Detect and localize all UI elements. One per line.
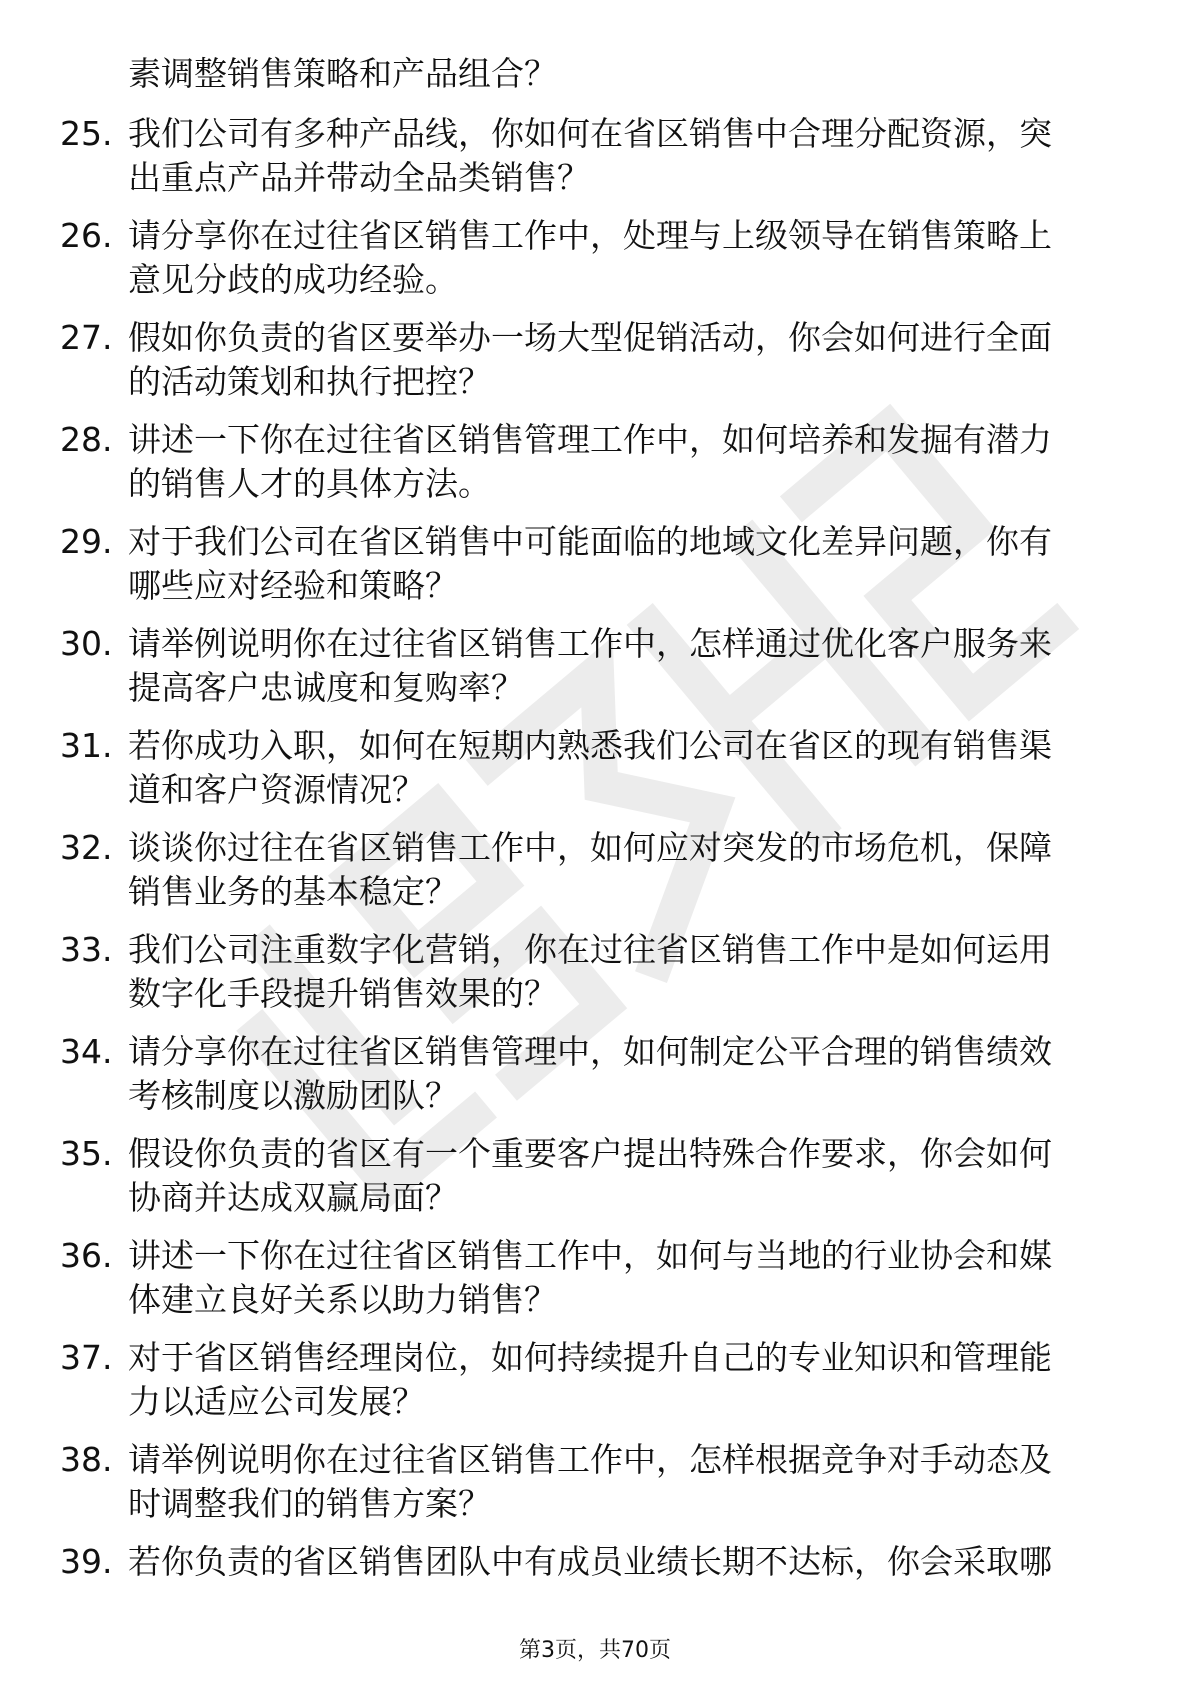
- question-line: 我们公司有多种产品线，你如何在省区销售中合理分配资源，突: [128, 114, 1052, 153]
- question-text: [128, 520, 1108, 608]
- question-text: [128, 1132, 1108, 1220]
- question-number: 35.: [60, 1134, 113, 1173]
- continued-question-text: 素调整销售策略和产品组合？: [128, 54, 557, 93]
- question-line: 讲述一下你在过往省区销售管理工作中，如何培养和发掘有潜力: [128, 420, 1052, 459]
- question-line: 提高客户忠诚度和复购率？: [128, 668, 524, 707]
- question-item: [0, 928, 1190, 1030]
- question-line: 销售业务的基本稳定？: [128, 872, 458, 911]
- question-item: [0, 622, 1190, 724]
- question-item: [0, 1030, 1190, 1132]
- question-line: 哪些应对经验和策略？: [128, 566, 458, 605]
- question-number: 34.: [60, 1032, 113, 1071]
- question-number: 39.: [60, 1542, 113, 1581]
- question-line: 请分享你在过往省区销售工作中，处理与上级领导在销售策略上: [128, 216, 1052, 255]
- question-text: [128, 1234, 1108, 1322]
- question-number: 25.: [60, 114, 113, 153]
- page-footer: 第3页，共70页: [519, 1638, 671, 1663]
- question-line: 数字化手段提升销售效果的？: [128, 974, 557, 1013]
- question-item: [0, 724, 1190, 826]
- question-line: 假如你负责的省区要举办一场大型促销活动，你会如何进行全面: [128, 318, 1052, 357]
- question-text: [128, 724, 1108, 812]
- question-line: 的活动策划和执行把控？: [128, 362, 491, 401]
- question-line: 请举例说明你在过往省区销售工作中，怎样根据竞争对手动态及: [128, 1440, 1052, 1479]
- question-line: 假设你负责的省区有一个重要客户提出特殊合作要求，你会如何: [128, 1134, 1052, 1173]
- question-item: [0, 1438, 1190, 1540]
- question-number: 37.: [60, 1338, 113, 1377]
- question-text: [128, 928, 1108, 1016]
- question-line: 谈谈你过往在省区销售工作中，如何应对突发的市场危机，保障: [128, 828, 1052, 867]
- question-number: 28.: [60, 420, 113, 459]
- question-item: [0, 418, 1190, 520]
- question-line: 的销售人才的具体方法。: [128, 464, 491, 503]
- question-item: [0, 520, 1190, 622]
- question-item: [0, 316, 1190, 418]
- question-number: 29.: [60, 522, 113, 561]
- question-text: [128, 112, 1108, 200]
- question-line: 考核制度以激励团队？: [128, 1076, 458, 1115]
- question-number: 38.: [60, 1440, 113, 1479]
- question-item: [0, 1540, 1190, 1642]
- question-text: [128, 1438, 1108, 1526]
- question-line: 道和客户资源情况？: [128, 770, 425, 809]
- question-line: 若你成功入职，如何在短期内熟悉我们公司在省区的现有销售渠: [128, 726, 1052, 765]
- question-line: 对于省区销售经理岗位，如何持续提升自己的专业知识和管理能: [128, 1338, 1052, 1377]
- question-number: 26.: [60, 216, 113, 255]
- question-number: 30.: [60, 624, 113, 663]
- question-item: [0, 214, 1190, 316]
- question-text: [128, 1336, 1108, 1424]
- question-number: 32.: [60, 828, 113, 867]
- question-number: 27.: [60, 318, 113, 357]
- question-number: 36.: [60, 1236, 113, 1275]
- question-number: 31.: [60, 726, 113, 765]
- question-line: 协商并达成双赢局面？: [128, 1178, 458, 1217]
- question-line: 若你负责的省区销售团队中有成员业绩长期不达标，你会采取哪: [128, 1542, 1052, 1581]
- question-text: [128, 214, 1108, 302]
- question-text: [128, 418, 1108, 506]
- question-line: 意见分歧的成功经验。: [128, 260, 458, 299]
- question-line: 对于我们公司在省区销售中可能面临的地域文化差异问题，你有: [128, 522, 1052, 561]
- question-item: [0, 112, 1190, 214]
- question-line: 力以适应公司发展？: [128, 1382, 425, 1421]
- question-text: [128, 1540, 1108, 1584]
- question-text: [128, 316, 1108, 404]
- question-item: [0, 1336, 1190, 1438]
- question-number: 33.: [60, 930, 113, 969]
- question-text: [128, 826, 1108, 914]
- question-line: 时调整我们的销售方案？: [128, 1484, 491, 1523]
- question-item: [0, 1234, 1190, 1336]
- question-text: [128, 622, 1108, 710]
- question-item: [0, 826, 1190, 928]
- question-list: [0, 112, 1190, 1642]
- question-line: 我们公司注重数字化营销，你在过往省区销售工作中是如何运用: [128, 930, 1052, 969]
- question-text: [128, 1030, 1108, 1118]
- question-line: 体建立良好关系以助力销售？: [128, 1280, 557, 1319]
- question-line: 请举例说明你在过往省区销售工作中，怎样通过优化客户服务来: [128, 624, 1052, 663]
- question-line: 讲述一下你在过往省区销售工作中，如何与当地的行业协会和媒: [128, 1236, 1052, 1275]
- question-item: [0, 1132, 1190, 1234]
- question-line: 出重点产品并带动全品类销售？: [128, 158, 590, 197]
- question-line: 请分享你在过往省区销售管理中，如何制定公平合理的销售绩效: [128, 1032, 1052, 1071]
